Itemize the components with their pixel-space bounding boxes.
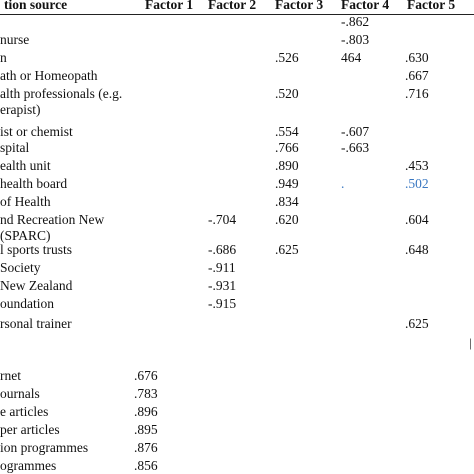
loading-f1: .676 bbox=[134, 368, 158, 383]
loading-f2: -.931 bbox=[208, 278, 237, 293]
row-label-continued: erapist) bbox=[0, 102, 41, 117]
loading-f3: .949 bbox=[275, 176, 299, 191]
row-label: per articles bbox=[0, 422, 60, 437]
loading-f2: -.704 bbox=[208, 212, 237, 227]
loading-f1: .856 bbox=[134, 458, 158, 473]
loading-f3: .554 bbox=[275, 124, 299, 139]
row-label: nurse bbox=[0, 32, 30, 47]
loading-f5: .453 bbox=[405, 158, 429, 173]
loading-f4: . bbox=[341, 176, 345, 191]
header-factor-5: Factor 5 bbox=[407, 0, 456, 12]
header-source: tion source bbox=[4, 0, 68, 12]
loading-f5: .502 bbox=[405, 176, 429, 191]
row-label: e articles bbox=[0, 404, 49, 419]
loading-f4: 464 bbox=[341, 50, 362, 65]
row-label: alth professionals (e.g. bbox=[0, 86, 123, 101]
row-label: rsonal trainer bbox=[0, 316, 72, 331]
header-factor-2: Factor 2 bbox=[208, 0, 257, 12]
row-label: ogrammes bbox=[0, 458, 57, 473]
row-label: Society bbox=[0, 260, 41, 275]
loading-f3: .890 bbox=[275, 158, 299, 173]
loading-f5: .648 bbox=[405, 242, 429, 257]
row-label-continued: (SPARC) bbox=[0, 228, 51, 243]
header-rule bbox=[0, 14, 474, 15]
loading-f5: .604 bbox=[405, 212, 429, 227]
header-factor-3: Factor 3 bbox=[275, 0, 324, 12]
edge-mark: | bbox=[469, 335, 472, 350]
loading-f4: -.803 bbox=[341, 32, 370, 47]
loading-f5: .630 bbox=[405, 50, 429, 65]
loading-f1: .876 bbox=[134, 440, 158, 455]
loading-f3: .766 bbox=[275, 140, 299, 155]
loading-f4: -.663 bbox=[341, 140, 370, 155]
row-label: nd Recreation New bbox=[0, 212, 105, 227]
loading-f1: .895 bbox=[134, 422, 158, 437]
header-factor-4: Factor 4 bbox=[341, 0, 390, 12]
row-label: rnet bbox=[0, 368, 21, 383]
row-label: ist or chemist bbox=[0, 124, 73, 139]
row-label: l sports trusts bbox=[0, 242, 73, 257]
loading-f1: .783 bbox=[134, 386, 158, 401]
row-label: ion programmes bbox=[0, 440, 89, 455]
loading-f2: -.911 bbox=[208, 260, 236, 275]
row-label: ealth unit bbox=[0, 158, 51, 173]
loading-f5: .625 bbox=[405, 316, 429, 331]
loading-f2: -.915 bbox=[208, 296, 237, 311]
row-label: health board bbox=[0, 176, 68, 191]
row-label: New Zealand bbox=[0, 278, 73, 293]
loading-f4: -.607 bbox=[341, 124, 370, 139]
loading-f1: .896 bbox=[134, 404, 158, 419]
loading-f3: .620 bbox=[275, 212, 299, 227]
row-label: n bbox=[0, 50, 7, 65]
row-label: ournals bbox=[0, 386, 40, 401]
loading-f5: .667 bbox=[405, 68, 429, 83]
loading-f4: -.862 bbox=[341, 14, 370, 29]
row-label: of Health bbox=[0, 194, 51, 209]
loading-f3: .625 bbox=[275, 242, 299, 257]
row-label: spital bbox=[0, 140, 30, 155]
loading-f3: .526 bbox=[275, 50, 299, 65]
header-factor-1: Factor 1 bbox=[145, 0, 194, 12]
row-label: oundation bbox=[0, 296, 54, 311]
loading-f3: .834 bbox=[275, 194, 299, 209]
row-label: ath or Homeopath bbox=[0, 68, 98, 83]
loading-f3: .520 bbox=[275, 86, 299, 101]
loading-f2: -.686 bbox=[208, 242, 237, 257]
loading-f5: .716 bbox=[405, 86, 429, 101]
